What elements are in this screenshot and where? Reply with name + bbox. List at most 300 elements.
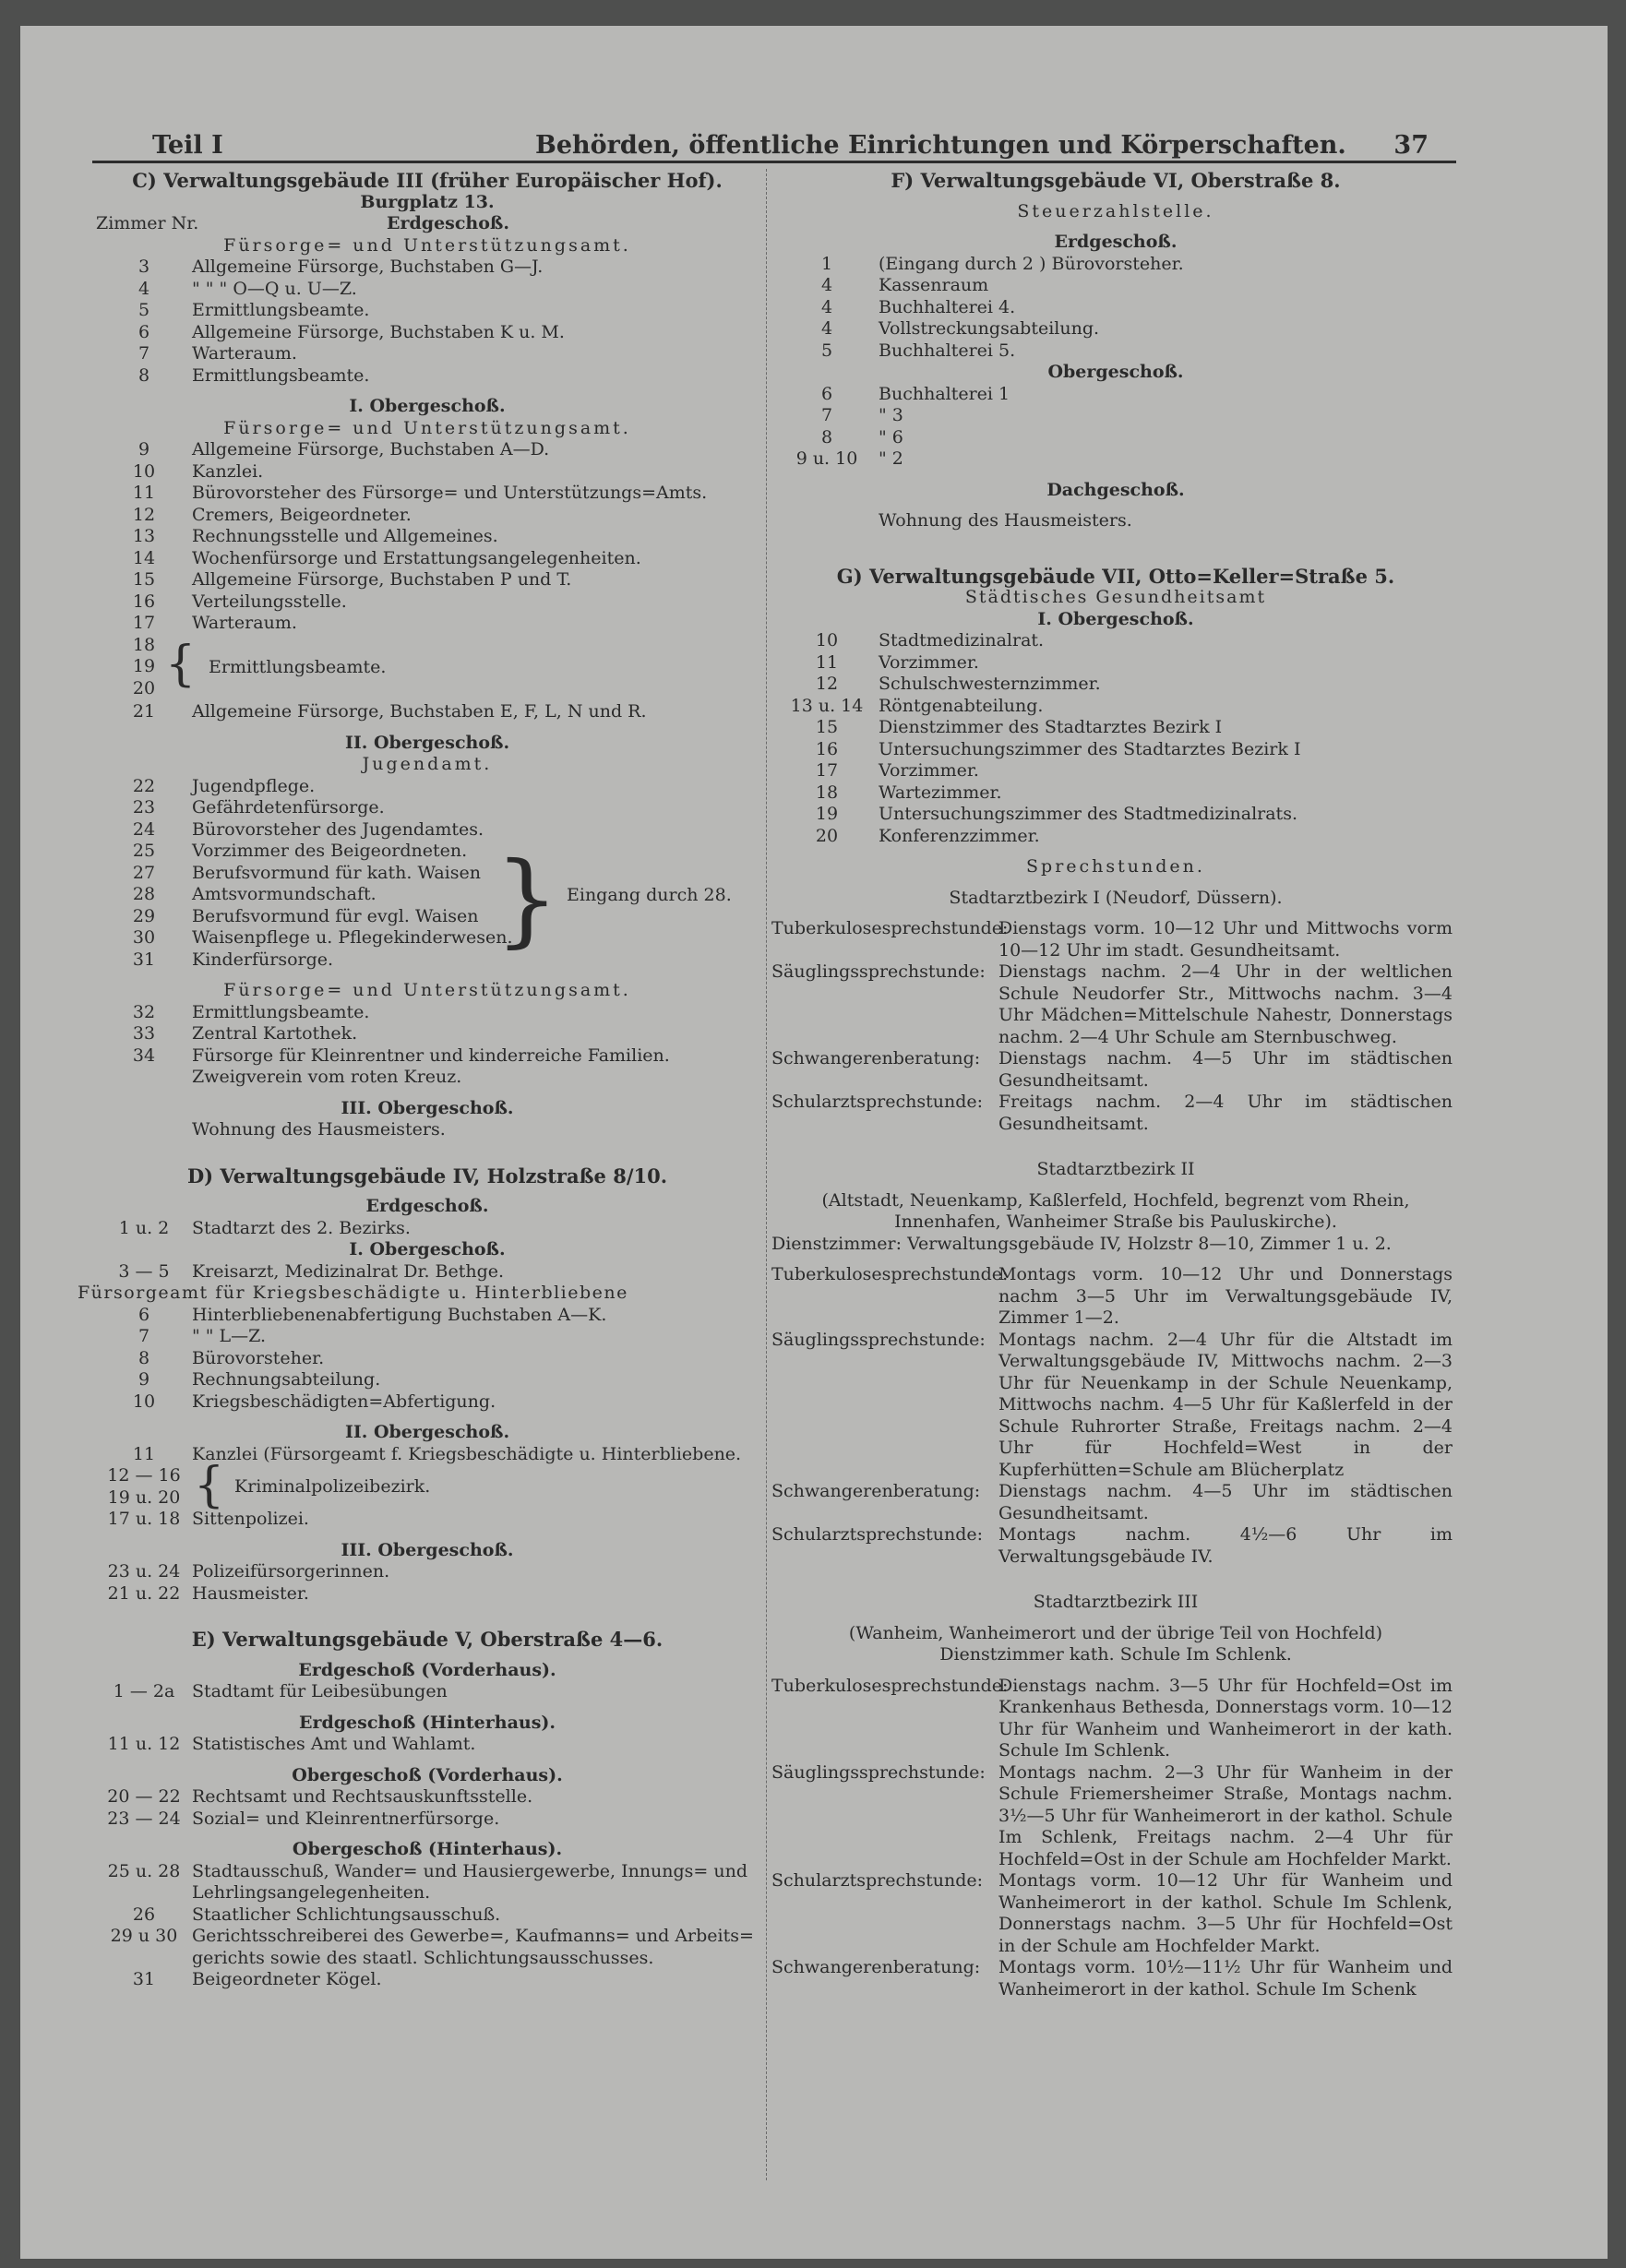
room-description: Vollstreckungsabteilung. [879, 318, 1100, 339]
room-row [775, 760, 1456, 782]
room-list [96, 257, 759, 387]
room-number: 1 u. 2 [118, 1217, 170, 1238]
room-row [96, 1348, 759, 1370]
room-description: Vorzimmer des Beigeordneten. [192, 841, 468, 861]
room-row [96, 343, 759, 365]
room-list [96, 439, 759, 635]
room-description: Konferenzzimmer. [879, 825, 1040, 846]
room-number: 21 u. 22 [107, 1582, 181, 1604]
room-number: 10 [132, 460, 156, 482]
room-list [96, 1305, 759, 1414]
consultation-list [771, 1264, 1456, 1568]
room-number: 14 [132, 547, 156, 568]
room-description: Amtsvormundschaft. [192, 884, 377, 904]
room-list [96, 1002, 759, 1089]
consultation-times: Montags nachm. 2—3 Uhr für Wanheim in der Schule Friemersheimer Straße, Montags nachm. 3½—5 Uhr für Wanheimerort in der kathol. Schule Im Schlenk, Freitags nachm. 2—4 Uhr für Hochfeld=Ost in der Schule am Hochfelder Markt. [998, 1761, 1453, 1869]
room-number: 34 [132, 1044, 156, 1066]
room-list [96, 1561, 759, 1605]
room-number: 20 [132, 677, 156, 698]
room-description: Schulschwesternzimmer. [879, 674, 1101, 694]
header-part: Teil I [152, 131, 223, 160]
consultation-times: Dienstags nachm. 3—5 Uhr für Hochfeld=Ost im Krankenhaus Bethesda, Donnerstags vorm. 10—12 Uhr für Wanheim und Wanheimerort in der kath. Schule Im Schlenk. [998, 1675, 1453, 1761]
consultation-type: Schwangerenberatung: [771, 1957, 981, 1977]
room-number: 22 [132, 775, 156, 796]
room-list [96, 1861, 759, 1991]
room-row [96, 300, 759, 322]
room-number: 16 [815, 738, 839, 759]
consultation-type: Säuglingssprechstunde: [771, 1761, 986, 1783]
room-row [96, 505, 759, 527]
room-description: Staatlicher Schlichtungsausschuß. [192, 1904, 501, 1925]
consultation-entry [771, 1524, 1456, 1568]
room-number: 20 — 22 [107, 1786, 181, 1807]
room-row [96, 461, 759, 483]
floor-heading: Obergeschoß (Vorderhaus). [292, 1764, 563, 1785]
consultation-type: Schularztsprechstunde: [771, 1092, 984, 1112]
room-row [775, 782, 1456, 805]
room-number: 15 [132, 569, 156, 590]
room-description: Ermittlungsbeamte. [209, 656, 387, 677]
room-description: Jugendpflege. [192, 775, 316, 796]
room-number: 3 — 5 [118, 1260, 170, 1282]
room-description: Fürsorge für Kleinrentner und kinderreiche Familien. [192, 1044, 670, 1066]
room-number: 11 u. 12 [107, 1734, 181, 1754]
consultation-entry [771, 918, 1456, 961]
room-number: 5 [137, 300, 150, 320]
floor-heading: I. Obergeschoß. [349, 396, 506, 416]
office-name: Steuerzahlstelle. [1017, 200, 1214, 221]
room-description: Rechnungsabteilung. [192, 1369, 381, 1390]
consultation-entry [771, 1481, 1456, 1524]
office-name: Jugendamt. [362, 754, 493, 774]
office-name: Fürsorge= und Unterstützungsamt. [223, 417, 631, 438]
room-number: 8 [820, 426, 833, 448]
floor-heading: Erdgeschoß. [387, 213, 509, 233]
consultation-heading: Sprechstunden. [1026, 856, 1205, 877]
room-number: 23 [132, 797, 156, 818]
room-row [775, 448, 1456, 471]
room-description: Rechtsamt und Rechtsauskunftsstelle. [192, 1786, 533, 1807]
room-number: 18 [815, 782, 839, 803]
room-description: Gefährdetenfürsorge. [192, 797, 385, 818]
room-row [96, 1002, 759, 1024]
room-description: Wartezimmer. [879, 782, 1002, 803]
room-number: 9 [137, 1369, 150, 1390]
room-description: Vorzimmer. [879, 651, 979, 673]
room-description: Kanzlei. [192, 460, 264, 482]
district-title: Stadtarztbezirk III [1033, 1592, 1199, 1612]
room-description: Bürovorsteher des Jugendamtes. [192, 818, 484, 840]
column-label: Zimmer Nr. [96, 213, 199, 233]
room-description: Polizeifürsorgerinnen. [192, 1561, 390, 1582]
room-number: 19 u. 20 [107, 1486, 181, 1508]
floor-heading: Erdgeschoß. [1054, 232, 1178, 252]
room-number: 6 [137, 1304, 150, 1325]
room-number: 9 [137, 439, 150, 460]
room-list [775, 630, 1456, 847]
consultation-times: Freitags nachm. 2—4 Uhr im städtischen Gesundheitsamt. [998, 1092, 1453, 1134]
room-row [96, 1023, 759, 1045]
consultation-type: Tuberkulosesprechstunde: [771, 1675, 1009, 1696]
running-header [92, 118, 1456, 163]
room-group [96, 776, 759, 972]
room-description: Untersuchungszimmer des Stadtarztes Bezirk I [879, 738, 1301, 759]
room-row [775, 510, 1456, 532]
district-area: (Altstadt, Neuenkamp, Kaßlerfeld, Hochfeld, begrenzt vom Rhein, [821, 1189, 1410, 1211]
room-number: 4 [137, 278, 150, 299]
room-row [96, 841, 759, 863]
room-row [96, 365, 759, 388]
room-number: 31 [132, 949, 156, 970]
consultation-times: Montags vorm. 10—12 Uhr und Donnerstags nachm 3—5 Uhr im Verwaltungsgebäude IV, Zimmer 1—2. [998, 1264, 1453, 1328]
room-number: 28 [132, 884, 156, 904]
room-description: Hausmeister. [192, 1582, 309, 1604]
consultation-times: Montags nachm. 2—4 Uhr für die Altstadt im Verwaltungsgebäude IV, Mittwochs nachm. 2—3 Uhr für Neuenkamp in der Schule Neuenkamp, Mittwochs nachm. 4—5 Uhr für Kaßlerfeld in der Schule Ruhrorter Straße, Freitags nachm. 2—4 Uhr für Hochfeld=West in der Kupferhütten=Schule am Blücherplatz [998, 1329, 1453, 1480]
consultation-times: Montags vorm. 10½—11½ Uhr für Wanheim und Wanheimerort in der kathol. Schule Im Schenk [998, 1957, 1453, 1999]
room-row [775, 427, 1456, 449]
room-row [96, 483, 759, 505]
consultation-type: Tuberkulosesprechstunde: [771, 918, 1009, 938]
room-number: 4 [820, 296, 833, 317]
room-description: Kinderfürsorge. [192, 949, 334, 970]
room-description: Warteraum. [192, 343, 297, 364]
district-area: (Wanheim, Wanheimerort und der übrige Teil von Hochfeld) [848, 1622, 1383, 1643]
room-description: Allgemeine Fürsorge, Buchstaben A—D. [192, 439, 550, 460]
room-row [96, 1861, 759, 1883]
room-row [96, 439, 759, 461]
room-row [775, 652, 1456, 674]
room-row [775, 384, 1456, 406]
consultation-entry [771, 1870, 1456, 1957]
room-description: Zentral Kartothek. [192, 1023, 358, 1044]
room-description: " 6 [879, 426, 903, 448]
room-row [96, 1734, 759, 1756]
consultation-type: Tuberkulosesprechstunde: [771, 1264, 1009, 1284]
room-description: Wochenfürsorge und Erstattungsangelegenheiten. [192, 547, 641, 568]
room-row [96, 322, 759, 344]
room-number: 11 [132, 483, 156, 503]
room-description: " 3 [879, 405, 903, 425]
room-description: Allgemeine Fürsorge, Buchstaben P und T. [192, 569, 572, 590]
floor-heading: III. Obergeschoß. [341, 1539, 514, 1560]
room-number: 27 [132, 862, 156, 883]
room-description: Allgemeine Fürsorge, Buchstaben K u. M. [192, 321, 565, 342]
room-row [96, 1882, 759, 1904]
consultation-list [771, 1675, 1456, 2001]
room-description: (Eingang durch 2 ) Bürovorsteher. [879, 253, 1184, 274]
room-number [96, 1067, 192, 1089]
room-number: 6 [820, 383, 833, 404]
consultation-type: Säuglingssprechstunde: [771, 961, 986, 982]
room-row [96, 1261, 759, 1283]
room-row [96, 797, 759, 819]
room-number: 25 u. 28 [107, 1860, 181, 1881]
consultation-entry [771, 1676, 1456, 1762]
office-name: Fürsorge= und Unterstützungsamt. [223, 980, 631, 1000]
room-description: Allgemeine Fürsorge, Buchstaben E, F, L, N und R. [192, 701, 647, 722]
section-title: D) Verwaltungsgebäude IV, Holzstraße 8/10. [186, 1164, 668, 1188]
room-number: 10 [132, 1391, 156, 1412]
room-number: 12 [132, 504, 156, 525]
room-row [96, 863, 759, 885]
column-divider [766, 169, 767, 2180]
room-row [775, 318, 1456, 340]
room-number: 20 [815, 825, 839, 846]
room-row [96, 1904, 759, 1927]
room-row [775, 739, 1456, 761]
room-description: " " L—Z. [192, 1326, 267, 1346]
room-row [775, 254, 1456, 276]
room-number: 7 [137, 343, 150, 364]
room-description: Warteraum. [192, 613, 297, 633]
consultation-times: Dienstags nachm. 2—4 Uhr in der weltlichen Schule Neudorfer Str., Mittwochs nachm. 3—4 Uhr Mädchen=Mittelschule Nahestr, Donnerstags nachm. 2—4 Uhr Schule am Sternbuschweg. [998, 961, 1453, 1047]
room-row [96, 1948, 759, 1970]
floor-heading: Obergeschoß. [1047, 362, 1184, 382]
room-row [96, 1583, 759, 1606]
consultation-times: Dienstags nachm. 4—5 Uhr im städtischen Gesundheitsamt. [998, 1048, 1453, 1091]
room-list [96, 1786, 759, 1830]
room-row [96, 1681, 759, 1703]
room-number: 12 — 16 [107, 1465, 181, 1486]
room-description: Vorzimmer. [879, 760, 979, 781]
room-number: 15 [815, 717, 839, 737]
room-number: 17 [815, 760, 839, 781]
room-group [96, 635, 759, 700]
room-description: Stadtarzt des 2. Bezirks. [192, 1217, 411, 1238]
floor-heading: Erdgeschoß (Hinterhaus). [298, 1712, 556, 1733]
room-row [96, 819, 759, 842]
room-number: 4 [820, 275, 833, 295]
room-number: 24 [132, 818, 156, 840]
header-title: Behörden, öffentliche Einrichtungen und Körperschaften. [535, 131, 1346, 160]
room-description: Wohnung des Hausmeisters. [879, 510, 1132, 531]
room-description: Rechnungsstelle und Allgemeines. [192, 526, 498, 546]
district-office: Dienstzimmer kath. Schule Im Schlenk. [939, 1644, 1292, 1665]
room-row [775, 674, 1456, 696]
room-description: Kriegsbeschädigten=Abfertigung. [192, 1391, 496, 1412]
room-description: Untersuchungszimmer des Stadtmedizinalrats. [879, 804, 1297, 824]
room-list [775, 254, 1456, 363]
consultation-entry [771, 1957, 1456, 2000]
room-row [96, 1391, 759, 1414]
entrance-note: Eingang durch 28. [567, 884, 732, 905]
room-description: Zweigverein vom roten Kreuz. [192, 1067, 462, 1087]
consultation-type: Schularztsprechstunde: [771, 1870, 984, 1891]
room-row [775, 340, 1456, 363]
room-description: Allgemeine Fürsorge, Buchstaben G—J. [192, 257, 544, 277]
room-description: Röntgenabteilung. [879, 695, 1044, 716]
room-number: 10 [815, 630, 839, 651]
room-number: 29 [132, 905, 156, 926]
room-row [96, 591, 759, 614]
floor-heading: Dachgeschoß. [1046, 479, 1185, 500]
room-number: 32 [132, 1001, 156, 1022]
left-column [78, 169, 759, 1991]
section-title: E) Verwaltungsgebäude V, Oberstraße 4—6. [191, 1628, 664, 1651]
brace: { [194, 1458, 225, 1513]
room-description: Kriminalpolizeibezirk. [234, 1476, 431, 1497]
brace: { [165, 636, 197, 692]
room-number: 17 [132, 613, 156, 633]
room-description: Sozial= und Kleinrentnerfürsorge. [192, 1808, 500, 1829]
room-row [96, 1218, 759, 1240]
room-description: Buchhalterei 5. [879, 340, 1016, 361]
consultation-times: Montags vorm. 10—12 Uhr für Wanheim und Wanheimerort in der kathol. Schule Im Schlenk, Donnerstags nachm. 3—5 Uhr für Hochfeld=Ost in der Schule am Hochfelder Markt. [998, 1870, 1453, 1956]
room-row [96, 927, 759, 949]
room-description: Beigeordneter Kögel. [192, 1969, 382, 1989]
room-row [775, 275, 1456, 297]
consultation-times: Montags nachm. 4½—6 Uhr im Verwaltungsgebäude IV. [998, 1524, 1453, 1567]
room-number: 17 u. 18 [107, 1509, 181, 1529]
room-row [96, 1045, 759, 1068]
consultation-type: Schwangerenberatung: [771, 1481, 981, 1501]
floor-heading: II. Obergeschoß. [344, 1422, 510, 1442]
room-number: 9 u. 10 [795, 448, 858, 469]
room-description: Stadtamt für Leibesübungen [192, 1681, 448, 1701]
office-name: Fürsorgeamt für Kriegsbeschädigte u. Hinterbliebene [78, 1283, 628, 1303]
room-row [96, 1786, 759, 1808]
room-row [96, 569, 759, 591]
room-number: 23 u. 24 [107, 1561, 181, 1582]
room-row [96, 1067, 759, 1089]
room-number: 21 [132, 701, 156, 722]
room-description: Lehrlingsangelegenheiten. [192, 1882, 431, 1903]
room-description: Statistisches Amt und Wahlamt. [192, 1734, 476, 1754]
room-number: 11 [815, 651, 839, 673]
room-number: 19 [815, 804, 839, 824]
district-area: Innenhafen, Wanheimer Straße bis Pauluskirche). [894, 1212, 1337, 1232]
room-description: " 2 [879, 448, 903, 469]
consultation-entry [771, 1264, 1456, 1330]
floor-heading: I. Obergeschoß. [1037, 608, 1194, 629]
section-title: G) Verwaltungsgebäude VII, Otto=Keller=Straße 5. [836, 564, 1395, 588]
office-name: Fürsorge= und Unterstützungsamt. [223, 234, 631, 256]
floor-heading: II. Obergeschoß. [344, 732, 510, 753]
room-list [775, 384, 1456, 471]
room-number: 1 [820, 253, 833, 274]
room-description: Stadtausschuß, Wander= und Hausiergewerbe, Innungs= und [192, 1860, 748, 1881]
room-number: 11 [132, 1443, 156, 1464]
page-number: 37 [1393, 131, 1429, 160]
room-description: Bürovorsteher des Fürsorge= und Unterstützungs=Amts. [192, 483, 708, 503]
room-row [96, 613, 759, 635]
floor-heading: Obergeschoß (Hinterhaus). [292, 1839, 563, 1859]
room-row [96, 279, 759, 301]
room-description: Gerichtsschreiberei des Gewerbe=, Kaufmanns= und Arbeits= [192, 1926, 754, 1946]
room-number: 13 u. 14 [790, 695, 864, 716]
room-description: Ermittlungsbeamte. [192, 1001, 370, 1022]
room-row [96, 906, 759, 928]
room-description: Buchhalterei 1 [879, 383, 1010, 404]
room-number: 26 [132, 1904, 156, 1925]
room-row [775, 297, 1456, 319]
floor-heading: I. Obergeschoß. [349, 1239, 506, 1259]
room-description: Berufsvormund für kath. Waisen [192, 862, 481, 883]
consultation-entry [771, 1048, 1456, 1092]
room-row [775, 630, 1456, 652]
room-description: Bürovorsteher. [192, 1347, 325, 1368]
room-description: Kreisarzt, Medizinalrat Dr. Bethge. [192, 1260, 505, 1282]
consultation-entry [771, 961, 1456, 1048]
room-number: 1 — 2a [113, 1681, 175, 1701]
room-number: 33 [132, 1023, 156, 1044]
room-description: Stadtmedizinalrat. [879, 630, 1045, 651]
room-description: Buchhalterei 4. [879, 296, 1016, 317]
district-title: Stadtarztbezirk II [1036, 1159, 1195, 1179]
floor-heading: Erdgeschoß (Vorderhaus). [298, 1659, 556, 1680]
consultation-type: Säuglingssprechstunde: [771, 1329, 986, 1350]
room-description: Sittenpolizei. [192, 1509, 309, 1529]
room-number: 7 [820, 405, 833, 425]
room-number: 12 [815, 674, 839, 694]
room-number: 18 [132, 634, 156, 655]
right-column [771, 169, 1456, 2000]
room-number: 13 [132, 526, 156, 546]
floor-heading: Erdgeschoß. [365, 1196, 489, 1216]
room-row [96, 526, 759, 548]
room-number: 16 [132, 591, 156, 612]
consultation-type: Schwangerenberatung: [771, 1048, 981, 1068]
section-title: F) Verwaltungsgebäude VI, Oberstraße 8. [891, 169, 1341, 192]
room-description: Dienstzimmer des Stadtarztes Bezirk I [879, 717, 1223, 737]
room-row [775, 696, 1456, 718]
room-number: 4 [820, 318, 833, 339]
consultation-entry [771, 1092, 1456, 1135]
room-number: 29 u 30 [110, 1926, 178, 1946]
room-row [775, 804, 1456, 826]
consultation-times: Dienstags nachm. 4—5 Uhr im städtischen Gesundheitsamt. [998, 1481, 1453, 1523]
room-number: 3 [137, 257, 150, 277]
consultation-times: Dienstags vorm. 10—12 Uhr und Mittwochs vorm 10—12 Uhr im stadt. Gesundheitsamt. [998, 918, 1453, 961]
room-number: 19 [132, 656, 156, 676]
consultation-type: Schularztsprechstunde: [771, 1524, 984, 1545]
room-row [96, 949, 759, 972]
room-description: Wohnung des Hausmeisters. [192, 1119, 446, 1140]
consultation-entry [771, 1762, 1456, 1871]
district-office: Dienstzimmer: Verwaltungsgebäude IV, Holzstr 8—10, Zimmer 1 u. 2. [771, 1233, 1392, 1254]
document-page [20, 26, 1608, 2259]
room-description: Kassenraum [879, 275, 989, 295]
room-number: 5 [820, 340, 833, 361]
room-number: 31 [132, 1969, 156, 1989]
room-number [96, 1882, 192, 1904]
room-row [775, 826, 1456, 848]
room-row [96, 701, 759, 723]
room-description: " " " O—Q u. U—Z. [192, 278, 357, 299]
room-number: 25 [132, 841, 156, 861]
room-description: Kanzlei (Fürsorgeamt f. Kriegsbeschädigte u. Hinterbliebene. [192, 1443, 742, 1464]
room-row [96, 1926, 759, 1948]
room-row [96, 1326, 759, 1348]
room-description: Verteilungsstelle. [192, 591, 347, 612]
office-name: Städtisches Gesundheitsamt [964, 587, 1267, 607]
room-row [96, 257, 759, 279]
room-number: 8 [137, 364, 150, 386]
section-title: C) Verwaltungsgebäude III (früher Europäischer Hof). [132, 169, 723, 192]
floor-heading: III. Obergeschoß. [341, 1097, 514, 1118]
consultation-list [771, 918, 1456, 1135]
brace: } [495, 839, 559, 958]
room-description: Waisenpflege u. Pflegekinderwesen. [192, 927, 513, 948]
room-description: Hinterbliebenenabfertigung Buchstaben A—K. [192, 1304, 607, 1325]
district-title: Stadtarztbezirk I (Neudorf, Düssern). [949, 887, 1283, 908]
room-number: 7 [137, 1326, 150, 1346]
room-number: 8 [137, 1347, 150, 1368]
room-row [775, 405, 1456, 427]
room-number: 23 — 24 [107, 1808, 181, 1829]
room-description: Ermittlungsbeamte. [192, 300, 370, 320]
room-list [96, 776, 759, 972]
